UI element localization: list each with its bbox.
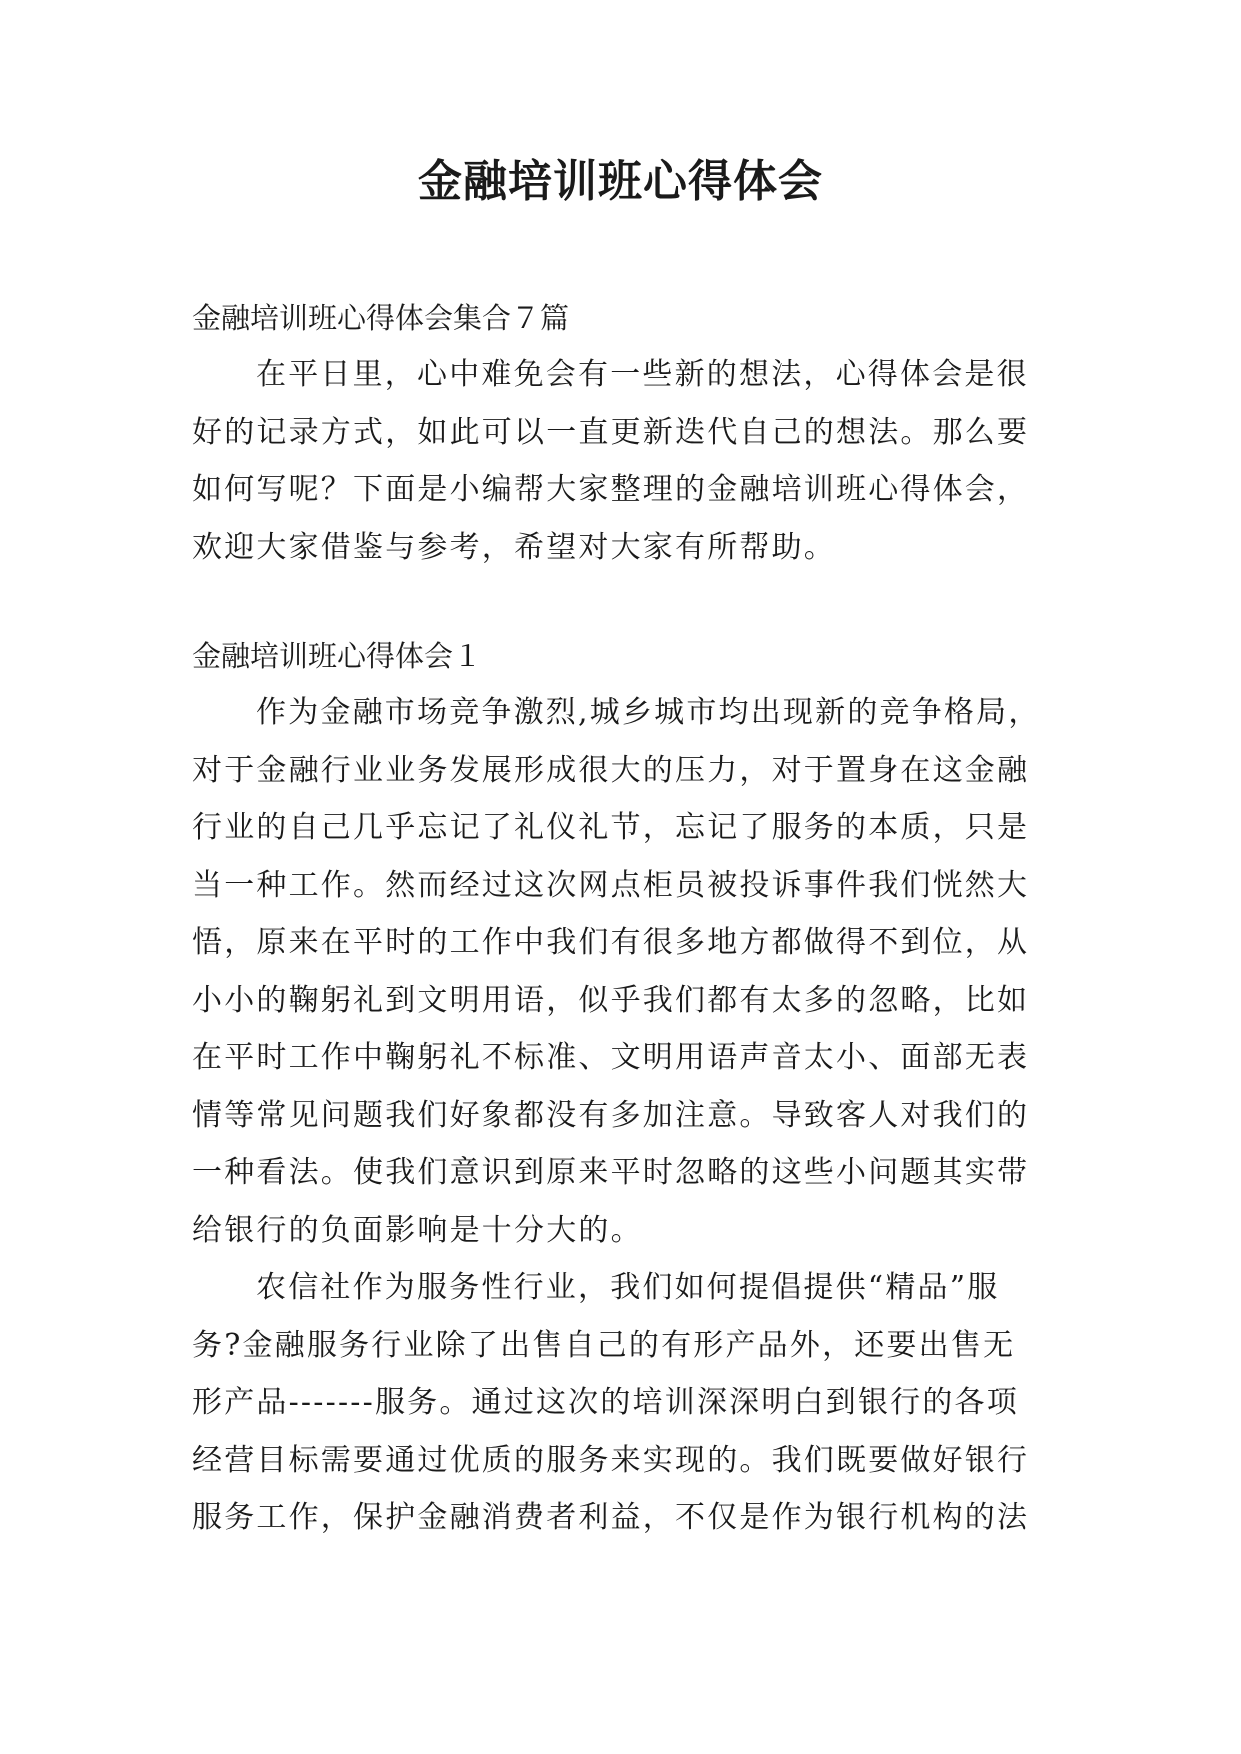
- document-title: 金融培训班心得体会: [418, 156, 823, 207]
- paragraph-line: 行业的自己几乎忘记了礼仪礼节，忘记了服务的本质，只是: [192, 810, 1030, 845]
- paragraph-line: 一种看法。使我们意识到原来平时忽略的这些小问题其实带: [192, 1155, 1030, 1190]
- paragraph-line: 给银行的负面影响是十分大的。: [192, 1212, 643, 1248]
- collection-subtitle: 金融培训班心得体会集合７篇: [192, 301, 570, 335]
- section1-paragraph-1: [192, 684, 1058, 1259]
- section-heading-1: 金融培训班心得体会１: [192, 639, 483, 673]
- paragraph-line: 作为金融市场竞争激烈,城乡城市均出现新的竞争格局，: [256, 695, 1041, 730]
- paragraph-line: 服务工作，保护金融消费者利益，不仅是作为银行机构的法: [192, 1500, 1030, 1535]
- intro-line: 好的记录方式，如此可以一直更新迭代自己的想法。那么要: [192, 414, 1030, 450]
- paragraph-line: 形产品-------服务。通过这次的培训深深明白到银行的各项: [192, 1385, 1019, 1420]
- paragraph-line: 在平时工作中鞠躬礼不标准、文明用语声音太小、面部无表: [192, 1040, 1030, 1075]
- intro-line: 在平日里，心中难免会有一些新的想法，心得体会是很: [256, 357, 1029, 392]
- paragraph-line: 务?金融服务行业除了出售自己的有形产品外，还要出售无: [192, 1327, 1016, 1363]
- paragraph-line: 经营目标需要通过优质的服务来实现的。我们既要做好银行: [192, 1442, 1030, 1478]
- intro-line: 如何写呢？下面是小编帮大家整理的金融培训班心得体会，: [192, 472, 1030, 507]
- paragraph-line: 当一种工作。然而经过这次网点柜员被投诉事件我们恍然大: [192, 867, 1030, 903]
- paragraph-line: 小小的鞠躬礼到文明用语，似乎我们都有太多的忽略，比如: [192, 982, 1030, 1018]
- intro-paragraph: [192, 346, 1058, 576]
- paragraph-line: 农信社作为服务性行业，我们如何提倡提供“精品”服: [256, 1270, 1000, 1305]
- intro-line: 欢迎大家借鉴与参考，希望对大家有所帮助。: [192, 529, 836, 565]
- document-body: [192, 290, 1058, 1547]
- section1-paragraph-2: [192, 1259, 1058, 1547]
- paragraph-line: 情等常见问题我们好象都没有多加注意。导致客人对我们的: [192, 1097, 1030, 1133]
- section-spacer: [192, 576, 1058, 628]
- paragraph-line: 对于金融行业业务发展形成很大的压力，对于置身在这金融: [192, 752, 1030, 788]
- paragraph-line: 悟，原来在平时的工作中我们有很多地方都做得不到位，从: [192, 925, 1030, 960]
